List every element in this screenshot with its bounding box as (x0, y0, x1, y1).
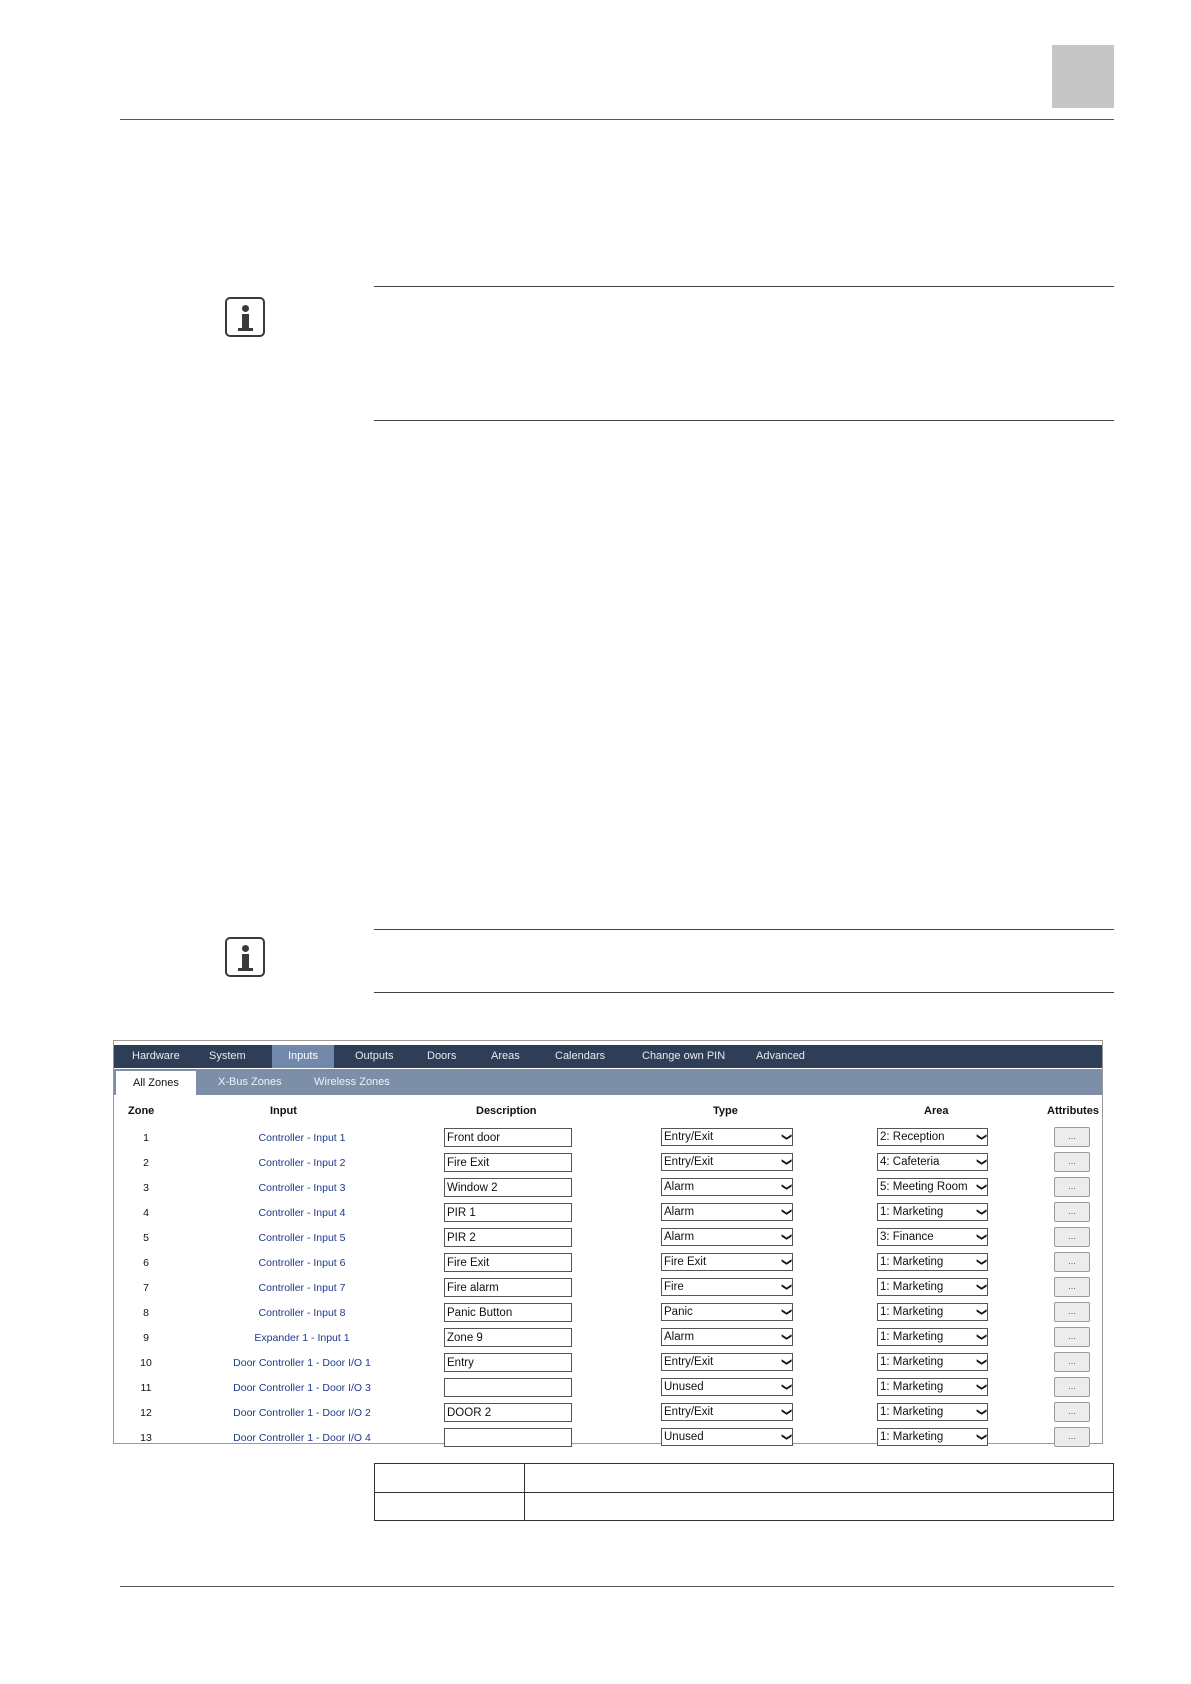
table-row (114, 1176, 1102, 1201)
type-select-value: Unused (664, 1431, 704, 1443)
area-select-value: 1: Marketing (880, 1431, 944, 1443)
chevron-down-icon: ❯ (975, 1382, 987, 1392)
menu-item-hardware[interactable]: Hardware (132, 1050, 180, 1062)
area-select[interactable] (877, 1353, 988, 1371)
chevron-down-icon: ❯ (780, 1382, 792, 1392)
chevron-down-icon: ❯ (975, 1307, 987, 1317)
chevron-down-icon: ❯ (975, 1407, 987, 1417)
chevron-down-icon: ❯ (975, 1282, 987, 1292)
type-select[interactable] (661, 1328, 793, 1346)
attributes-button[interactable]: ... (1054, 1377, 1090, 1397)
input-link[interactable]: Controller - Input 8 (258, 1307, 346, 1319)
chevron-down-icon: ❯ (780, 1182, 792, 1192)
attributes-button[interactable]: ... (1054, 1327, 1090, 1347)
menu-item-change-own-pin[interactable]: Change own PIN (642, 1050, 726, 1062)
chevron-down-icon: ❯ (780, 1257, 792, 1267)
input-link[interactable]: Door Controller 1 - Door I/O 3 (233, 1382, 371, 1394)
type-select-value: Unused (664, 1381, 704, 1393)
attributes-button[interactable]: ... (1054, 1127, 1090, 1147)
column-header-area: Area (924, 1105, 949, 1117)
type-select-value: Fire (664, 1281, 684, 1293)
chevron-down-icon: ❯ (780, 1157, 792, 1167)
note-bottom-rule (374, 992, 1114, 993)
chevron-down-icon: ❯ (780, 1407, 792, 1417)
table-row (114, 1201, 1102, 1226)
zone-number: 7 (143, 1282, 149, 1294)
zone-number: 8 (143, 1307, 149, 1319)
menu-item-calendars[interactable]: Calendars (555, 1050, 606, 1062)
page-corner-tab (1052, 45, 1114, 108)
zone-number: 3 (143, 1182, 149, 1194)
description-input[interactable] (444, 1353, 572, 1372)
tab-wireless-zones[interactable]: Wireless Zones (314, 1076, 390, 1088)
area-select[interactable] (877, 1153, 988, 1171)
menu-item-doors[interactable]: Doors (427, 1050, 457, 1062)
menu-item-areas[interactable]: Areas (491, 1050, 520, 1062)
type-select[interactable] (661, 1303, 793, 1321)
area-select-value: 5: Meeting Room (880, 1181, 968, 1193)
chevron-down-icon: ❯ (780, 1307, 792, 1317)
chevron-down-icon: ❯ (780, 1357, 792, 1367)
area-select[interactable] (877, 1178, 988, 1196)
zone-number: 4 (143, 1207, 149, 1219)
area-select[interactable] (877, 1278, 988, 1296)
legend-table (374, 1463, 1114, 1521)
zone-number: 5 (143, 1232, 149, 1244)
type-select[interactable] (661, 1153, 793, 1171)
attributes-button[interactable]: ... (1054, 1227, 1090, 1247)
type-select[interactable] (661, 1378, 793, 1396)
description-input[interactable] (444, 1128, 572, 1147)
chevron-down-icon: ❯ (975, 1257, 987, 1267)
table-row (114, 1151, 1102, 1176)
area-select-value: 3: Finance (880, 1231, 934, 1243)
attributes-button[interactable]: ... (1054, 1152, 1090, 1172)
area-select-value: 1: Marketing (880, 1256, 944, 1268)
description-input[interactable] (444, 1253, 572, 1272)
menu-item-inputs[interactable]: Inputs (272, 1045, 334, 1068)
type-select[interactable] (661, 1428, 793, 1446)
type-select[interactable] (661, 1228, 793, 1246)
area-select[interactable] (877, 1428, 988, 1446)
description-input[interactable] (444, 1278, 572, 1297)
type-select-value: Panic (664, 1306, 693, 1318)
description-input[interactable] (444, 1328, 572, 1347)
column-header-description: Description (476, 1105, 537, 1117)
zone-number: 9 (143, 1332, 149, 1344)
zone-number: 10 (140, 1357, 152, 1369)
area-select-value: 1: Marketing (880, 1281, 944, 1293)
menu-item-system[interactable]: System (209, 1050, 246, 1062)
area-select-value: 1: Marketing (880, 1206, 944, 1218)
input-link[interactable]: Controller - Input 5 (258, 1232, 346, 1244)
attributes-button[interactable]: ... (1054, 1252, 1090, 1272)
area-select[interactable] (877, 1203, 988, 1221)
input-link[interactable]: Controller - Input 7 (258, 1282, 346, 1294)
type-select[interactable] (661, 1403, 793, 1421)
note-bottom-rule (374, 420, 1114, 421)
description-input[interactable] (444, 1403, 572, 1422)
info-icon (225, 297, 265, 337)
type-select[interactable] (661, 1353, 793, 1371)
area-select-value: 4: Cafeteria (880, 1156, 940, 1168)
type-select[interactable] (661, 1203, 793, 1221)
area-select-value: 1: Marketing (880, 1406, 944, 1418)
input-link[interactable]: Controller - Input 1 (258, 1132, 346, 1144)
description-input[interactable] (444, 1178, 572, 1197)
description-input[interactable] (444, 1203, 572, 1222)
type-select-value: Fire Exit (664, 1256, 707, 1268)
area-select[interactable] (877, 1228, 988, 1246)
area-select-value: 1: Marketing (880, 1356, 944, 1368)
table-row (114, 1226, 1102, 1251)
type-select-value: Entry/Exit (664, 1356, 714, 1368)
type-select-value: Entry/Exit (664, 1406, 714, 1418)
footer-rule (120, 1586, 1114, 1587)
description-input[interactable] (444, 1303, 572, 1322)
zone-number: 1 (143, 1132, 149, 1144)
column-header-input: Input (270, 1105, 297, 1117)
table-row (114, 1376, 1102, 1401)
input-link[interactable]: Controller - Input 3 (258, 1182, 346, 1194)
chevron-down-icon: ❯ (780, 1432, 792, 1442)
chevron-down-icon: ❯ (780, 1207, 792, 1217)
chevron-down-icon: ❯ (975, 1182, 987, 1192)
sub-tab-bar (114, 1069, 1102, 1095)
table-row (114, 1326, 1102, 1351)
area-select[interactable] (877, 1128, 988, 1146)
description-input[interactable] (444, 1378, 572, 1397)
area-select[interactable] (877, 1253, 988, 1271)
input-link[interactable]: Controller - Input 4 (258, 1207, 346, 1219)
tab-all-zones[interactable]: All Zones (116, 1071, 196, 1095)
zone-number: 11 (140, 1382, 152, 1394)
chevron-down-icon: ❯ (780, 1132, 792, 1142)
column-header-attributes: Attributes (1047, 1105, 1099, 1117)
input-link[interactable]: Door Controller 1 - Door I/O 1 (233, 1357, 371, 1369)
zone-number: 6 (143, 1257, 149, 1269)
column-header-zone: Zone (128, 1105, 155, 1117)
type-select-value: Entry/Exit (664, 1131, 714, 1143)
area-select[interactable] (877, 1378, 988, 1396)
type-select[interactable] (661, 1178, 793, 1196)
input-link[interactable]: Controller - Input 6 (258, 1257, 346, 1269)
type-select[interactable] (661, 1253, 793, 1271)
area-select[interactable] (877, 1303, 988, 1321)
table-row (114, 1426, 1102, 1451)
zones-configuration-panel (113, 1040, 1103, 1444)
note-top-rule (374, 929, 1114, 930)
note-top-rule (374, 286, 1114, 287)
table-row (114, 1276, 1102, 1301)
input-link[interactable]: Expander 1 - Input 1 (254, 1332, 350, 1344)
type-select[interactable] (661, 1128, 793, 1146)
type-select-value: Alarm (664, 1206, 695, 1218)
area-select-value: 1: Marketing (880, 1306, 944, 1318)
tab-x-bus-zones[interactable]: X-Bus Zones (218, 1076, 282, 1088)
input-link[interactable]: Controller - Input 2 (258, 1157, 346, 1169)
zone-number: 13 (140, 1432, 152, 1444)
table-row (114, 1351, 1102, 1376)
attributes-button[interactable]: ... (1054, 1177, 1090, 1197)
zone-number: 12 (140, 1407, 152, 1419)
chevron-down-icon: ❯ (780, 1332, 792, 1342)
table-row (114, 1251, 1102, 1276)
attributes-button[interactable]: ... (1054, 1277, 1090, 1297)
chevron-down-icon: ❯ (975, 1357, 987, 1367)
description-input[interactable] (444, 1228, 572, 1247)
table-row (114, 1301, 1102, 1326)
input-link[interactable]: Door Controller 1 - Door I/O 2 (233, 1407, 371, 1419)
chevron-down-icon: ❯ (975, 1232, 987, 1242)
header-rule (120, 119, 1114, 120)
attributes-button[interactable]: ... (1054, 1352, 1090, 1372)
chevron-down-icon: ❯ (975, 1207, 987, 1217)
area-select-value: 1: Marketing (880, 1381, 944, 1393)
area-select[interactable] (877, 1328, 988, 1346)
table-row (114, 1126, 1102, 1151)
chevron-down-icon: ❯ (780, 1232, 792, 1242)
chevron-down-icon: ❯ (975, 1332, 987, 1342)
attributes-button[interactable]: ... (1054, 1302, 1090, 1322)
chevron-down-icon: ❯ (975, 1132, 987, 1142)
chevron-down-icon: ❯ (975, 1432, 987, 1442)
area-select[interactable] (877, 1403, 988, 1421)
area-select-value: 2: Reception (880, 1131, 945, 1143)
input-link[interactable]: Door Controller 1 - Door I/O 4 (233, 1432, 371, 1444)
attributes-button[interactable]: ... (1054, 1202, 1090, 1222)
info-icon (225, 937, 265, 977)
main-menu-bar (114, 1045, 1102, 1068)
zone-number: 2 (143, 1157, 149, 1169)
attributes-button[interactable]: ... (1054, 1402, 1090, 1422)
type-select-value: Alarm (664, 1331, 695, 1343)
type-select-value: Alarm (664, 1181, 695, 1193)
type-select-value: Entry/Exit (664, 1156, 714, 1168)
table-row (114, 1401, 1102, 1426)
type-select[interactable] (661, 1278, 793, 1296)
attributes-button[interactable]: ... (1054, 1427, 1090, 1447)
chevron-down-icon: ❯ (780, 1282, 792, 1292)
description-input[interactable] (444, 1153, 572, 1172)
column-header-type: Type (713, 1105, 738, 1117)
description-input[interactable] (444, 1428, 572, 1447)
menu-item-advanced[interactable]: Advanced (756, 1050, 805, 1062)
area-select-value: 1: Marketing (880, 1331, 944, 1343)
type-select-value: Alarm (664, 1231, 695, 1243)
chevron-down-icon: ❯ (975, 1157, 987, 1167)
menu-item-outputs[interactable]: Outputs (355, 1050, 394, 1062)
